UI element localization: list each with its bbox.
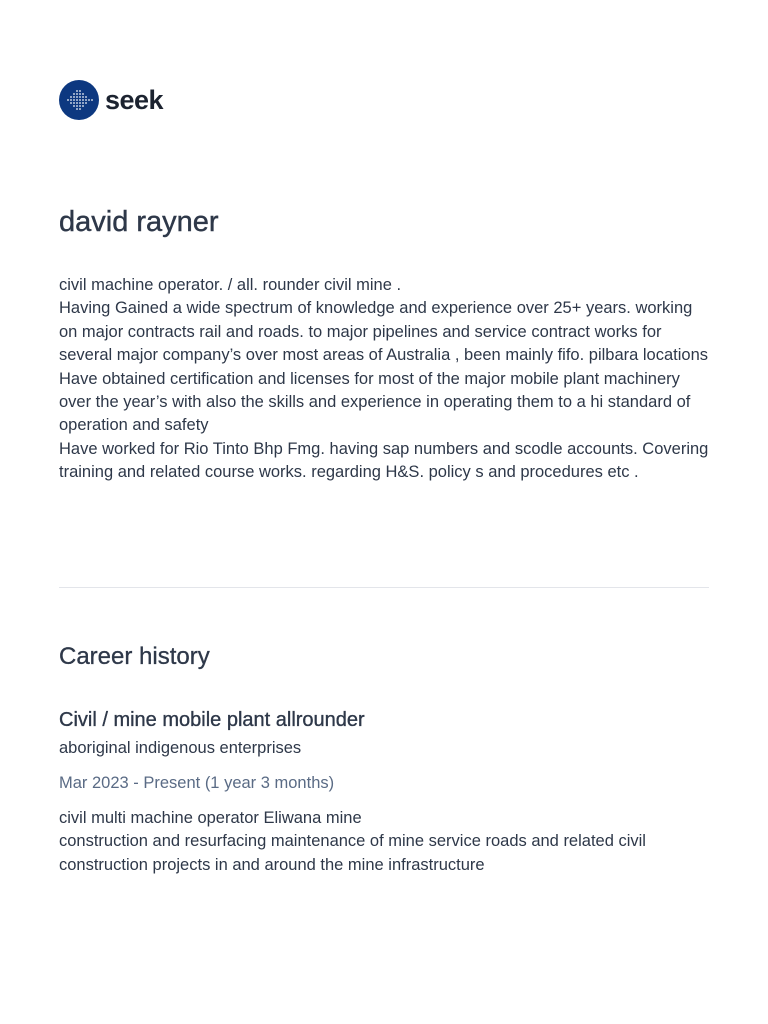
logo-dot — [76, 108, 78, 110]
career-history-heading: Career history — [59, 643, 210, 670]
job-company: aboriginal indigenous enterprises — [59, 739, 302, 757]
logo-dot — [73, 99, 75, 101]
logo-dot — [85, 102, 87, 104]
logo-dot — [76, 105, 78, 107]
logo-dot — [85, 99, 87, 101]
logo-dot — [73, 93, 75, 95]
summary-paragraph: civil machine operator. / all. rounder civil mine . — [59, 276, 402, 294]
summary-paragraph: Have worked for Rio Tinto Bhp Fmg. having sap numbers and scodle accounts. Covering training and related course works. regarding H&S. policy s and procedures etc . — [59, 439, 709, 482]
logo-dot — [67, 99, 69, 101]
job-description-line: civil multi machine operator Eliwana mine — [59, 809, 362, 827]
logo-dot — [76, 102, 78, 104]
logo-dot — [79, 102, 81, 104]
logo-dot — [73, 102, 75, 104]
logo-dot — [79, 96, 81, 98]
logo-dot — [73, 96, 75, 98]
logo-dot — [82, 96, 84, 98]
summary-paragraph: Have obtained certification and licenses for most of the major mobile plant machinery over the year’s with also the skills and experience in operating them to a hi standard of operation and safety — [59, 369, 691, 435]
logo-dot — [79, 108, 81, 110]
logo-dot — [79, 99, 81, 101]
logo-dot — [91, 99, 93, 101]
candidate-name: david rayner — [59, 206, 219, 238]
seek-logo — [59, 80, 163, 120]
job-description-line: construction and resurfacing maintenance of mine service roads and related civil construction projects in and around the mine infrastructure — [59, 832, 646, 874]
logo-dot — [73, 105, 75, 107]
job-title: Civil / mine mobile plant allrounder — [59, 709, 365, 731]
seek-logo-dots — [59, 80, 99, 120]
logo-dot — [79, 105, 81, 107]
logo-dot — [88, 99, 90, 101]
logo-dot — [82, 102, 84, 104]
logo-dot — [82, 105, 84, 107]
logo-dot — [82, 93, 84, 95]
logo-dot — [79, 90, 81, 92]
logo-dot — [76, 96, 78, 98]
logo-dot — [79, 93, 81, 95]
seek-logo-text: seek — [105, 85, 164, 115]
profile-summary — [59, 274, 709, 485]
logo-dot — [70, 96, 72, 98]
section-divider — [59, 587, 709, 588]
job-description — [59, 807, 709, 877]
summary-paragraph: Having Gained a wide spectrum of knowledge and experience over 25+ years. working on major contracts rail and roads. to major pipelines and service contract works for several major company’s over most areas of Australia , been mainly fifo. pilbara locations — [59, 299, 709, 365]
logo-dot — [70, 99, 72, 101]
logo-dot — [76, 93, 78, 95]
job-entry — [59, 706, 709, 877]
logo-dot — [76, 90, 78, 92]
logo-dot — [85, 96, 87, 98]
logo-dot — [70, 102, 72, 104]
logo-dot — [82, 99, 84, 101]
job-dates: Mar 2023 - Present (1 year 3 months) — [59, 774, 335, 792]
seek-logo-icon — [59, 80, 99, 120]
logo-dot — [76, 99, 78, 101]
